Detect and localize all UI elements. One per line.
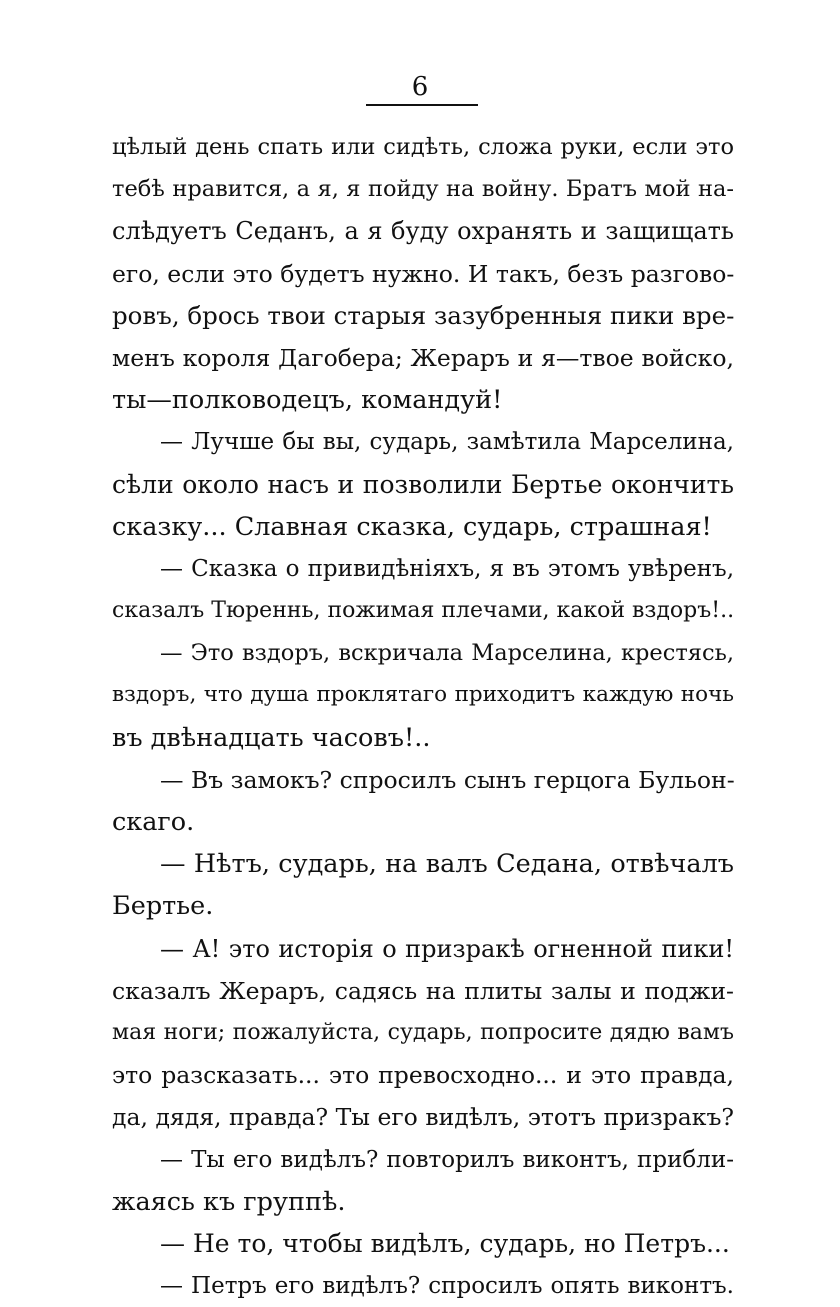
text-line: въ двѣнадцать часовъ!.. bbox=[112, 722, 431, 753]
text-line: менъ короля Дагобера; Жераръ и я—твое войско, bbox=[112, 343, 734, 372]
text-line: — Это вздоръ, вскричала Марселина, крестясь, bbox=[160, 640, 734, 667]
text-line: — А! это исторія о призракѣ огненной пики! bbox=[160, 934, 734, 963]
text-line: — Въ замокъ? спросилъ сынъ герцога Бульон- bbox=[160, 765, 735, 794]
page-number: 6 bbox=[411, 72, 429, 102]
text-line: слѣдуетъ Седанъ, а я буду охранять и защищать bbox=[112, 217, 734, 246]
text-line: его, если это будетъ нужно. И такъ, безъ разгово- bbox=[112, 259, 735, 288]
text-line: — Лучше бы вы, сударь, замѣтила Марселина, bbox=[160, 429, 734, 456]
text-line: тебѣ нравится, а я, я пойду на войну. Братъ мой на- bbox=[112, 176, 734, 203]
text-line: — Петръ его видѣлъ? спросилъ опять виконтъ. bbox=[160, 1273, 734, 1300]
text-line: это разсказать... это превосходно... и это правда, bbox=[112, 1061, 734, 1090]
text-line: ровъ, брось твои старыя зазубренныя пики вре- bbox=[112, 300, 735, 330]
text-line: — Не то, чтобы видѣлъ, сударь, но Петръ... bbox=[160, 1228, 730, 1258]
text-line: жаясь къ группѣ. bbox=[112, 1186, 346, 1217]
text-line: Бертье. bbox=[112, 891, 214, 922]
text-line: сказалъ Жераръ, садясь на плиты залы и поджи- bbox=[112, 976, 734, 1005]
text-line: цѣлый день спать или сидѣть, сложа руки, если это bbox=[112, 134, 734, 160]
text-line: — Сказка о привидѣніяхъ, я въ этомъ увѣренъ, bbox=[160, 555, 734, 582]
text-line: сказалъ Тюреннь, пожимая плечами, какой вздоръ!.. bbox=[112, 598, 735, 624]
text-line: ты—полководецъ, командуй! bbox=[112, 385, 503, 416]
text-line: да, дядя, правда? Ты его видѣлъ, этотъ призракъ? bbox=[112, 1103, 734, 1132]
body-text bbox=[112, 126, 734, 1307]
header-rule bbox=[366, 104, 478, 106]
text-line: сѣли около насъ и позволили Бертье окончить bbox=[112, 469, 734, 499]
text-line: сказку... Славная сказка, сударь, страшная! bbox=[112, 511, 712, 542]
text-line: мая ноги; пожалуйста, сударь, попросите дядю вамъ bbox=[112, 1019, 734, 1045]
text-line: — Ты его видѣлъ? повторилъ виконтъ, прибли- bbox=[160, 1146, 734, 1173]
text-line: вздоръ, что душа проклятаго приходитъ каждую ночь bbox=[112, 682, 734, 708]
text-line: скаго. bbox=[112, 807, 195, 837]
text-line: — Нѣтъ, сударь, на валъ Седана, отвѣчалъ bbox=[160, 849, 734, 880]
